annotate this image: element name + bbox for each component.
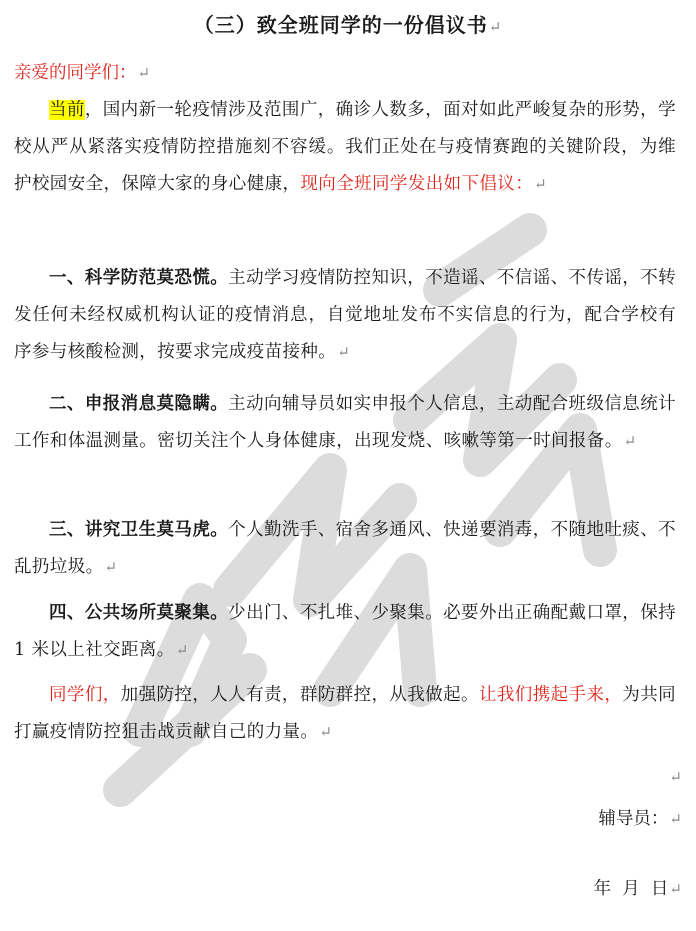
closing-text: 加强防控，人人有责，群防群控，从我做起。	[120, 685, 479, 705]
item-3-paragraph	[14, 512, 676, 586]
intro-text: ，国内新一轮疫情涉及范围广，确诊人数多，面对如此严峻复杂的形势，学校从严从紧落实疫情防控措施刻不容缓。我们正处在与疫情赛跑的关键阶段，为维护校园安全，保障大家的身心健康，	[14, 100, 676, 194]
paragraph-mark-icon: ↵	[669, 880, 682, 898]
item-2-heading: 二、申报消息莫隐瞒。	[49, 394, 229, 414]
intro-call-text: 现向全班同学发出如下倡议：	[300, 174, 534, 194]
document-title	[0, 10, 696, 42]
date-label: 年 月 日	[593, 879, 669, 899]
item-1-heading: 一、科学防范莫恐慌。	[49, 268, 229, 288]
greeting	[14, 59, 150, 87]
paragraph-mark-icon: ↵	[488, 18, 503, 36]
closing-address: 同学们，	[49, 685, 121, 705]
closing-text-2: 为共同打赢疫情防控狙击战贡献自己的力量。	[14, 685, 677, 742]
date-line	[571, 847, 682, 931]
paragraph-mark-icon: ↵	[319, 723, 333, 741]
item-4-paragraph	[14, 595, 676, 669]
intro-paragraph	[14, 92, 676, 203]
paragraph-mark-icon: ↵	[669, 810, 682, 828]
item-2-paragraph	[14, 386, 676, 460]
item-4-text: 少出门、不扎堆、少聚集。必要外出正确配戴口罩，保持 1 米以上社交距离。	[14, 603, 677, 660]
paragraph-mark-icon: ↵	[137, 64, 151, 82]
item-3-heading: 三、讲究卫生莫马虎。	[49, 520, 229, 540]
signature-label: 辅导员：	[598, 809, 669, 829]
item-1-paragraph	[14, 260, 676, 371]
title-text: （三）致全班同学的一份倡议书	[193, 13, 488, 37]
item-4-heading: 四、公共场所莫聚集。	[49, 603, 229, 623]
closing-paragraph	[14, 677, 676, 751]
highlighted-word: 当前	[49, 100, 85, 120]
paragraph-mark-icon: ↵	[534, 175, 548, 193]
paragraph-mark-icon: ↵	[175, 641, 189, 659]
signature-line	[598, 805, 682, 833]
paragraph-mark-icon: ↵	[104, 558, 118, 576]
item-2-text: 主动向辅导员如实申报个人信息，主动配合班级信息统计工作和体温测量。密切关注个人身体健康，出现发烧、咳嗽等第一时间报备。	[14, 394, 677, 451]
item-1-text: 主动学习疫情防控知识，不造谣、不信谣、不传谣，不转发任何未经权威机构认证的疫情消息，自觉地址发布不实信息的行为，配合学校有序参与核酸检测，按要求完成疫苗接种。	[14, 268, 677, 362]
item-3-text: 个人勤洗手、宿舍多通风、快递要消毒，不随地吐痰、不乱扔垃圾。	[14, 520, 677, 577]
paragraph-mark-icon: ↵	[669, 768, 682, 786]
greeting-text: 亲爱的同学们：	[14, 63, 137, 83]
paragraph-mark-icon: ↵	[337, 343, 351, 361]
paragraph-mark-icon: ↵	[623, 432, 637, 450]
closing-call: 让我们携起手来，	[478, 685, 623, 705]
blank-line	[668, 763, 682, 791]
